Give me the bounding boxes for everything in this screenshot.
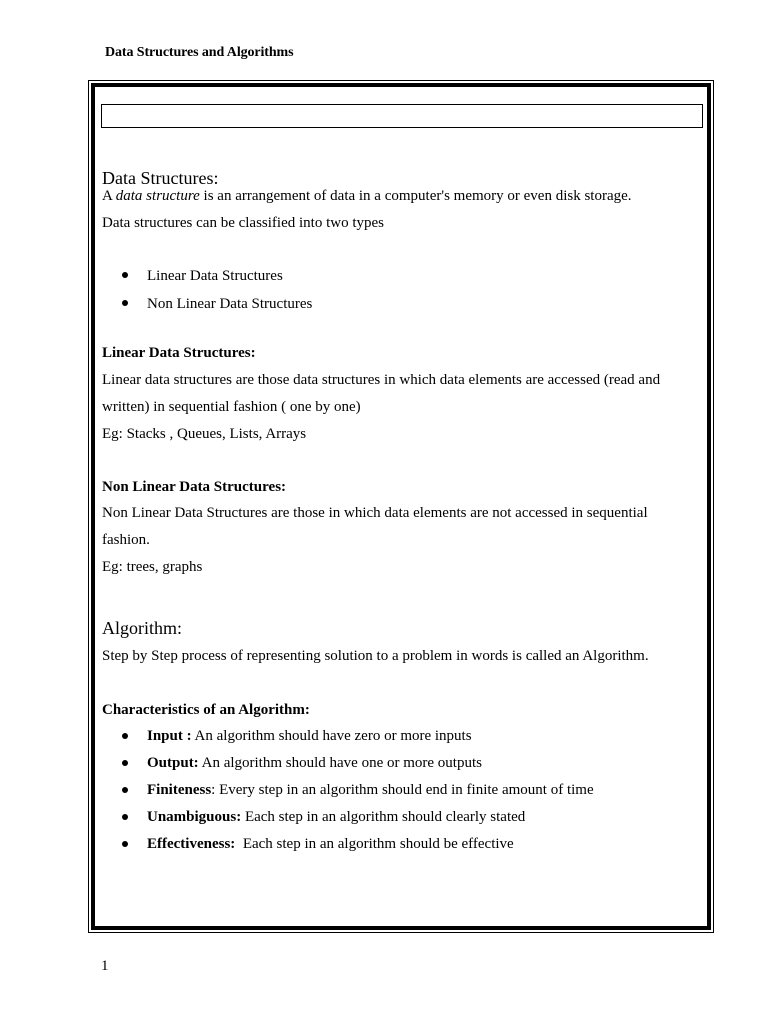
characteristic-desc: : Every step in an algorithm should end in finite amount of time: [211, 782, 594, 798]
page-number: 1: [101, 958, 109, 974]
characteristic-desc: Each step in an algorithm should clearly stated: [241, 809, 526, 825]
characteristic-term: Finiteness: [147, 782, 212, 798]
nonlinear-example: Eg: trees, graphs: [102, 559, 203, 575]
bullet-icon: [122, 300, 128, 306]
characteristic-term: Effectiveness:: [147, 836, 236, 852]
characteristic-desc: Each step in an algorithm should be effective: [235, 836, 514, 852]
bullet-icon: [122, 841, 128, 847]
nonlinear-text-line1: Non Linear Data Structures are those in which data elements are not accessed in sequential: [102, 505, 648, 521]
characteristic-item: [147, 755, 482, 772]
characteristic-term: Unambiguous:: [147, 809, 242, 825]
linear-example: Eg: Stacks , Queues, Lists, Arrays: [102, 426, 307, 442]
characteristic-item: [147, 782, 594, 799]
type-list-item: Non Linear Data Structures: [147, 296, 313, 312]
nonlinear-heading: Non Linear Data Structures:: [102, 479, 287, 495]
linear-heading: Linear Data Structures:: [102, 345, 256, 361]
characteristic-item: [147, 836, 514, 853]
characteristic-desc: An algorithm should have zero or more inputs: [191, 728, 472, 744]
algorithm-heading: Algorithm:: [102, 618, 182, 638]
def-prefix: A: [102, 188, 116, 204]
linear-text-line2: written) in sequential fashion ( one by one): [102, 399, 361, 415]
characteristic-item: [147, 809, 525, 826]
title-box: Introduction to Data Structures: [101, 104, 703, 128]
bullet-icon: [122, 272, 128, 278]
bullet-icon: [122, 787, 128, 793]
data-structures-heading: Data Structures:: [102, 168, 219, 188]
def-rest: is an arrangement of data in a computer's memory or even disk storage.: [199, 188, 632, 204]
characteristics-heading: Characteristics of an Algorithm:: [102, 702, 310, 718]
characteristic-term: Input :: [147, 728, 192, 744]
bullet-icon: [122, 814, 128, 820]
characteristic-desc: An algorithm should have one or more outputs: [198, 755, 482, 771]
characteristic-term: Output:: [147, 755, 199, 771]
nonlinear-text-line2: fashion.: [102, 532, 150, 548]
algorithm-definition: Step by Step process of representing solution to a problem in words is called an Algorithm.: [102, 648, 649, 664]
characteristic-item: [147, 728, 472, 745]
classification-text: Data structures can be classified into two types: [102, 215, 384, 231]
data-structure-definition: [102, 188, 632, 205]
running-header: Data Structures and Algorithms: [105, 45, 294, 60]
bullet-icon: [122, 733, 128, 739]
type-list-item: Linear Data Structures: [147, 268, 283, 284]
def-term: data structure: [115, 188, 200, 204]
bullet-icon: [122, 760, 128, 766]
linear-text-line1: Linear data structures are those data structures in which data elements are accessed (read and: [102, 372, 661, 388]
